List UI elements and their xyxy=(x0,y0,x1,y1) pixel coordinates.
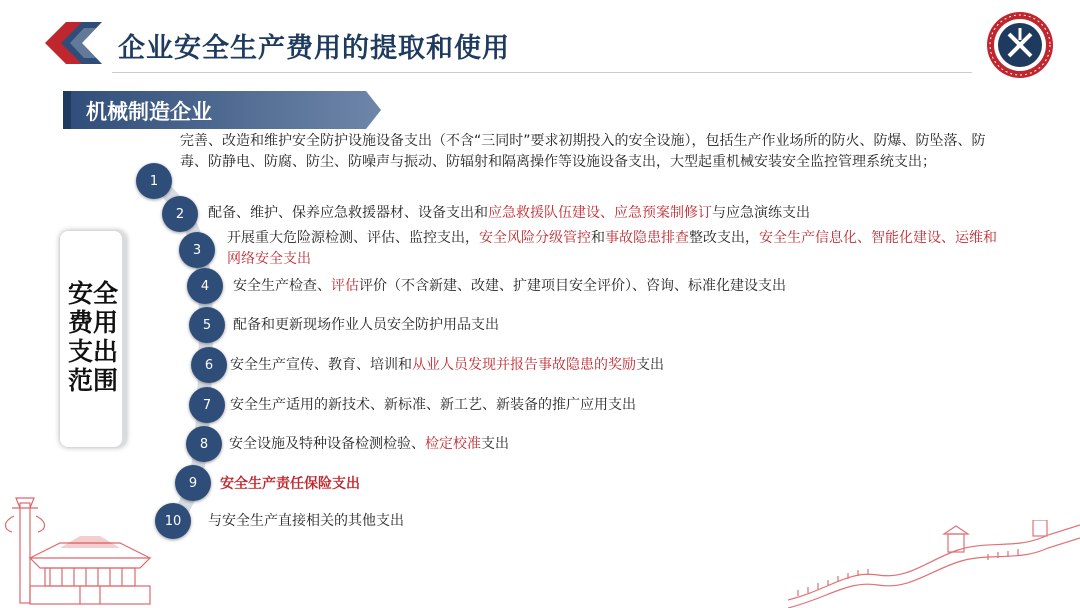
item-3-highlight-b: 事故隐患排查 xyxy=(605,230,689,246)
list-item-6 xyxy=(230,355,930,376)
item-6-text-b: 支出 xyxy=(636,357,664,373)
item-number-9: 9 xyxy=(175,465,211,501)
item-number-8: 8 xyxy=(186,426,222,462)
page-title: 企业安全生产费用的提取和使用 xyxy=(118,33,510,64)
list-item-9 xyxy=(220,474,820,495)
item-2-highlight: 应急救援队伍建设、应急预案制修订 xyxy=(488,205,712,221)
list-item-8 xyxy=(229,434,929,455)
item-number-4: 4 xyxy=(187,268,223,304)
list-item-7 xyxy=(230,395,930,416)
side-card-label: 安全费用支出范围 xyxy=(67,279,118,395)
list-item-10 xyxy=(208,511,808,532)
item-6-highlight: 从业人员发现并报告事故隐患的奖励 xyxy=(412,357,636,373)
chevron-logo-icon xyxy=(44,18,106,68)
list-item-3 xyxy=(227,228,997,270)
item-1-text: 完善、改造和维护安全防护设施设备支出（不含“三同时”要求初期投入的安全设施），包括生产作业场所的防火、防爆、防坠落、防毒、防静电、防腐、防尘、防噪声与振动、防辐射和隔离操作等设施设备支出，大型起重机械安装安全监控管理系统支出； xyxy=(180,133,986,170)
item-number-1: 1 xyxy=(136,163,172,199)
item-number-10: 10 xyxy=(155,503,191,539)
list-item-1 xyxy=(180,131,995,173)
item-3-text-c: 整改支出， xyxy=(689,230,759,246)
item-6-text-a: 安全生产宣传、教育、培训和 xyxy=(230,357,412,373)
item-4-text-b: 评价（不含新建、改建、扩建项目安全评价）、咨询、标准化建设支出 xyxy=(359,278,786,294)
item-7-text: 安全生产适用的新技术、新标准、新工艺、新装备的推广应用支出 xyxy=(230,397,636,413)
item-3-highlight-a: 安全风险分级管控 xyxy=(479,230,591,246)
item-number-5: 5 xyxy=(189,307,225,343)
item-number-6: 6 xyxy=(191,347,227,383)
item-3-text-b: 和 xyxy=(591,230,605,246)
item-2-text-b: 与应急演练支出 xyxy=(712,205,810,221)
item-number-2: 2 xyxy=(162,196,198,232)
section-title: 机械制造企业 xyxy=(86,100,212,124)
item-3-highlight-c: 安全生产信息化、智能化建设、运维和网络安全支出 xyxy=(227,230,997,267)
item-9-text: 安全生产责任保险支出 xyxy=(220,476,360,492)
item-4-highlight: 评估 xyxy=(331,278,359,294)
item-2-text-a: 配备、维护、保养应急救援器材、设备支出和 xyxy=(208,205,488,221)
tiananmen-huabiao-icon xyxy=(0,488,200,608)
item-8-highlight: 检定校准 xyxy=(425,436,481,452)
item-number-3: 3 xyxy=(179,232,215,268)
item-number-7: 7 xyxy=(189,387,225,423)
item-8-text-a: 安全设施及特种设备检测检验、 xyxy=(229,436,425,452)
list-item-2 xyxy=(208,203,998,224)
great-wall-icon xyxy=(788,520,1080,608)
item-3-text-a: 开展重大危险源检测、评估、监控支出， xyxy=(227,230,479,246)
item-10-text: 与安全生产直接相关的其他支出 xyxy=(208,513,404,529)
emergency-management-emblem-icon xyxy=(985,10,1055,80)
list-item-4 xyxy=(233,276,993,297)
item-5-text: 配备和更新现场作业人员安全防护用品支出 xyxy=(233,317,499,333)
item-4-text-a: 安全生产检查、 xyxy=(233,278,331,294)
item-8-text-b: 支出 xyxy=(481,436,509,452)
list-item-5 xyxy=(233,315,933,336)
title-divider xyxy=(112,72,972,73)
